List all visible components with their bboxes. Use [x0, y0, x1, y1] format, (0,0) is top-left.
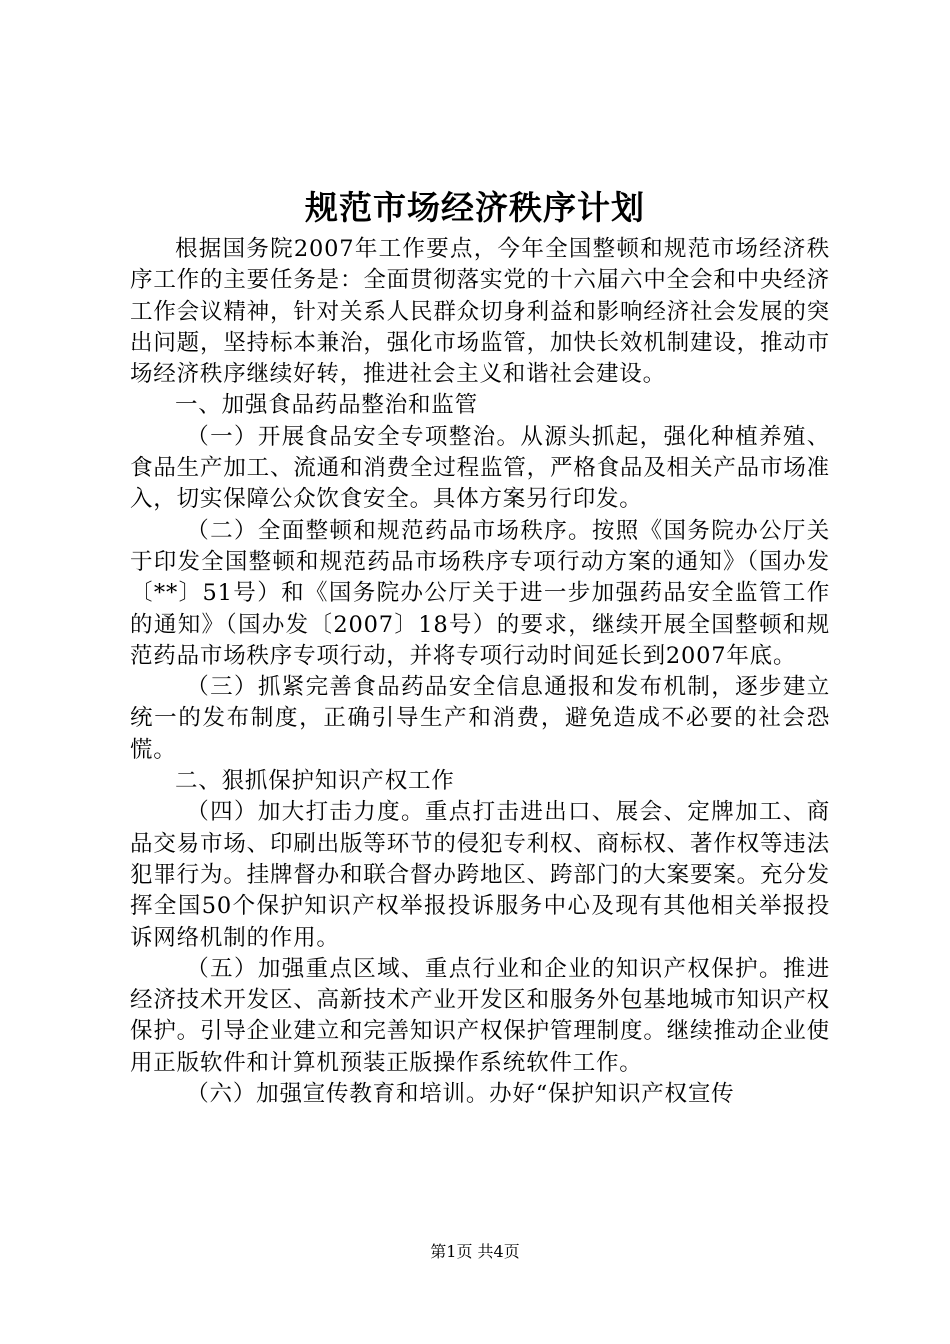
- page-footer: 第1页 共4页: [430, 1242, 520, 1261]
- item-paragraph-key-areas: （五）加强重点区域、重点行业和企业的知识产权保护。推进经济技术开发区、高新技术产业开发区和服务外包基地城市知识产权保护。引导企业建立和完善知识产权保护管理制度。继续推动企业使用正版软件和计算机预装正版操作系统软件工作。: [130, 955, 830, 1076]
- item-paragraph-drug-market: （二）全面整顿和规范药品市场秩序。按照《国务院办公厅关于印发全国整顿和规范药品市场秩序专项行动方案的通知》（国办发〔**〕51号）和《国务院办公厅关于进一步加强药品安全监管工作的通知》（国办发〔2007〕18号）的要求，继续开展全国整顿和规范药品市场秩序专项行动，并将专项行动时间延长到2007年底。: [130, 517, 830, 669]
- item-paragraph-info-mechanism: （三）抓紧完善食品药品安全信息通报和发布机制，逐步建立统一的发布制度，正确引导生产和消费，避免造成不必要的社会恐慌。: [130, 674, 830, 763]
- section-heading-ip-protection: 二、狠抓保护知识产权工作: [175, 768, 455, 795]
- intro-paragraph: 根据国务院2007年工作要点，今年全国整顿和规范市场经济秩序工作的主要任务是：全面贯彻落实党的十六届六中全会和中央经济工作会议精神，针对关系人民群众切身利益和影响经济社会发展的突出问题，坚持标本兼治，强化市场监管，加快长效机制建设，推动市场经济秩序继续好转，推进社会主义和谐社会建设。: [130, 236, 830, 388]
- document-title: 规范市场经济秩序计划: [305, 188, 645, 227]
- item-paragraph-crackdown: （四）加大打击力度。重点打击进出口、展会、定牌加工、商品交易市场、印刷出版等环节的侵犯专利权、商标权、著作权等违法犯罪行为。挂牌督办和联合督办跨地区、跨部门的大案要案。充分发挥全国50个保护知识产权举报投诉服务中心及现有其他相关举报投诉网络机制的作用。: [130, 799, 830, 951]
- item-paragraph-publicity: （六）加强宣传教育和培训。办好“保护知识产权宣传: [186, 1081, 735, 1108]
- document-body: [130, 234, 830, 1110]
- section-heading-food-drug: 一、加强食品药品整治和监管: [175, 392, 478, 419]
- item-paragraph-food-safety: （一）开展食品安全专项整治。从源头抓起，强化种植养殖、食品生产加工、流通和消费全过程监管，严格食品及相关产品市场准入，切实保障公众饮食安全。具体方案另行印发。: [130, 423, 830, 513]
